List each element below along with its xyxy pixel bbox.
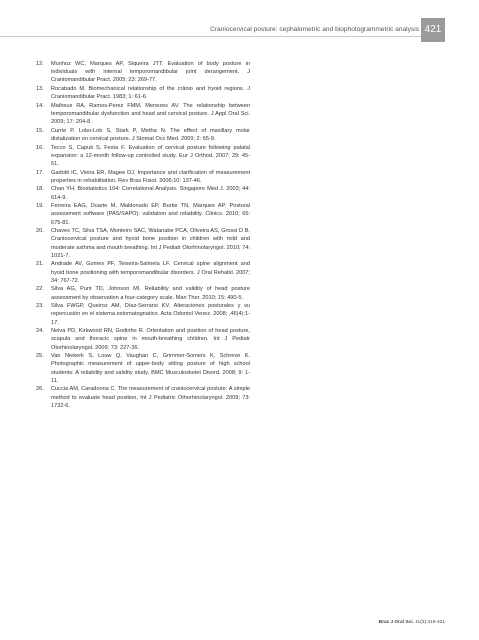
footer-journal: Braz J Oral Sci.	[378, 620, 414, 625]
reference-number: 23.	[36, 303, 44, 310]
page-footer	[379, 620, 445, 625]
reference-item	[36, 102, 250, 127]
reference-item	[36, 202, 250, 227]
reference-item	[36, 227, 250, 260]
reference-number: 22.	[36, 286, 44, 293]
reference-number: 21.	[36, 261, 44, 268]
running-header-title: Craniocervical posture: cephalometric and biophotogrammetric analysis	[210, 26, 419, 33]
reference-item	[36, 302, 250, 327]
reference-text: Van Niekerk S, Louw Q, Vaughan C, Grimmer-Somers K, Schreve K. Photographic measurement of upper-body sitting posture of high school students: A reliability and validity study. BMC Musculoskelet Disord. 2008; 9: 1-11.	[51, 353, 250, 384]
reference-item	[36, 127, 250, 143]
reference-number: 12.	[36, 61, 44, 67]
reference-number: 24.	[36, 328, 44, 335]
reference-item	[36, 85, 250, 101]
reference-text: Chan YH. Biostatistics 104: Correlational Analysis. Singapore Med J. 2003; 44: 614-9.	[51, 186, 250, 201]
reference-number: 14.	[36, 102, 44, 109]
reference-list	[36, 60, 250, 410]
reference-item	[36, 185, 250, 201]
reference-number: 20.	[36, 228, 44, 235]
page-header	[0, 0, 479, 40]
reference-number: 26.	[36, 386, 44, 393]
reference-text: Matheus RA, Ramos-Perez FMM, Menezes AV. The relationship between temporomandibular dysfunction and head and cervical posture. J Appl Oral Sci. 2009; 17: 204-8.	[51, 102, 250, 126]
reference-text: Gadotti IC, Vieira ER, Magee DJ. Importance and clarification of measurement properties in rehabilitation. Rev Bras Fisiot. 2006;10: 137-46.	[51, 169, 250, 184]
reference-item	[36, 352, 250, 385]
header-rule	[0, 36, 421, 37]
reference-number: 19.	[36, 203, 44, 210]
reference-text: Currie P, Lobo-Lob S, Stark P, Metha N. The effect of maxillary molar distalization on cervical posture. J Stomat Occ Med. 2009; 2: 65-9.	[51, 127, 250, 142]
reference-text: Ferreira EAG, Duarte M, Maldonado EP, Burke TN, Marques AP. Postural assessment software (PAS/SAPO): validation and reliability. Clinics. 2010; 65: 675-81.	[51, 203, 250, 226]
reference-number: 17.	[36, 169, 44, 176]
footer-issue: 11(3):416-421	[415, 620, 445, 625]
reference-number: 18.	[36, 186, 44, 193]
reference-number: 15.	[36, 127, 44, 134]
reference-text: Neiva PD, Kirkwood RN, Godinho R. Orientation and position of head posture, scapula and thoracic spine in mouth-breathing children. Int J Pediatr Otorhinolaryngol. 2009; 73: 227-36.	[51, 328, 250, 351]
reference-item	[36, 327, 250, 352]
reference-text: Silva AG, Punt TD, Johnson MI. Reliability and validity of head posture assessment by observation a four-category scale. Man Ther. 2010; 15: 490-5.	[51, 286, 250, 301]
reference-text: Andrade AV, Gomes PF, Teixeira-Salmela LF. Cervical spine alignment and hyoid bone positioning with temporomandibular disorders. J Oral Rehabil. 2007; 34: 767-72.	[51, 261, 250, 284]
reference-item	[36, 285, 250, 301]
reference-number: 25.	[36, 353, 44, 360]
reference-number: 16.	[36, 144, 44, 151]
reference-number: 13.	[36, 86, 44, 92]
reference-text: Silva FWGP, Queiroz AM, Díaz-Serrano KV. Alteraciones posturales y su repercusión en el sistema estomatognatico. Acta Odontol Venez. 2008; ,46(4):1-17.	[51, 303, 250, 326]
reference-text: Munhoz WC, Marques AP, Siqueira JTT. Evaluation of body posture in individuals with internal temporomandibular joint derangement. J Craniomandibular Pract. 2005; 23: 269-77.	[51, 61, 250, 84]
reference-item	[36, 169, 250, 185]
reference-item	[36, 144, 250, 169]
reference-item	[36, 385, 250, 410]
reference-item	[36, 260, 250, 285]
reference-text: Chaves TC, Silva TSA, Monteiro SAC, Watanabe PCA, Oliveira AS, Grossi D B. Craniocervical posture and hyoid bone position in children with mild and moderate asthma and mouth breathing. Int J Pediatr Otorhinolaryngol. 2010; 74: 1021-7.	[51, 228, 250, 259]
page-number: 421	[421, 18, 445, 42]
reference-item	[36, 60, 250, 85]
reference-text: Cuccia AM, Caradonna C. The measurement of craniocervical posture: A simple method to evaluate head position, Int J Pediatric Othorhinolaryngol. 2009; 73: 1732-6.	[51, 386, 250, 409]
reference-text: Rocabado M. Biomechanical relationship of the crânio and hyoid regions. J Craniomandibular Pract. 1983; 1: 61-6.	[51, 86, 250, 101]
reference-text: Tecco S, Caputi S, Festa F. Evaluation of cervical posture following palatal expansion: a 12-month follow-up controlled study. Eur J Orthod. 2007; 29: 45-51.	[51, 144, 250, 167]
